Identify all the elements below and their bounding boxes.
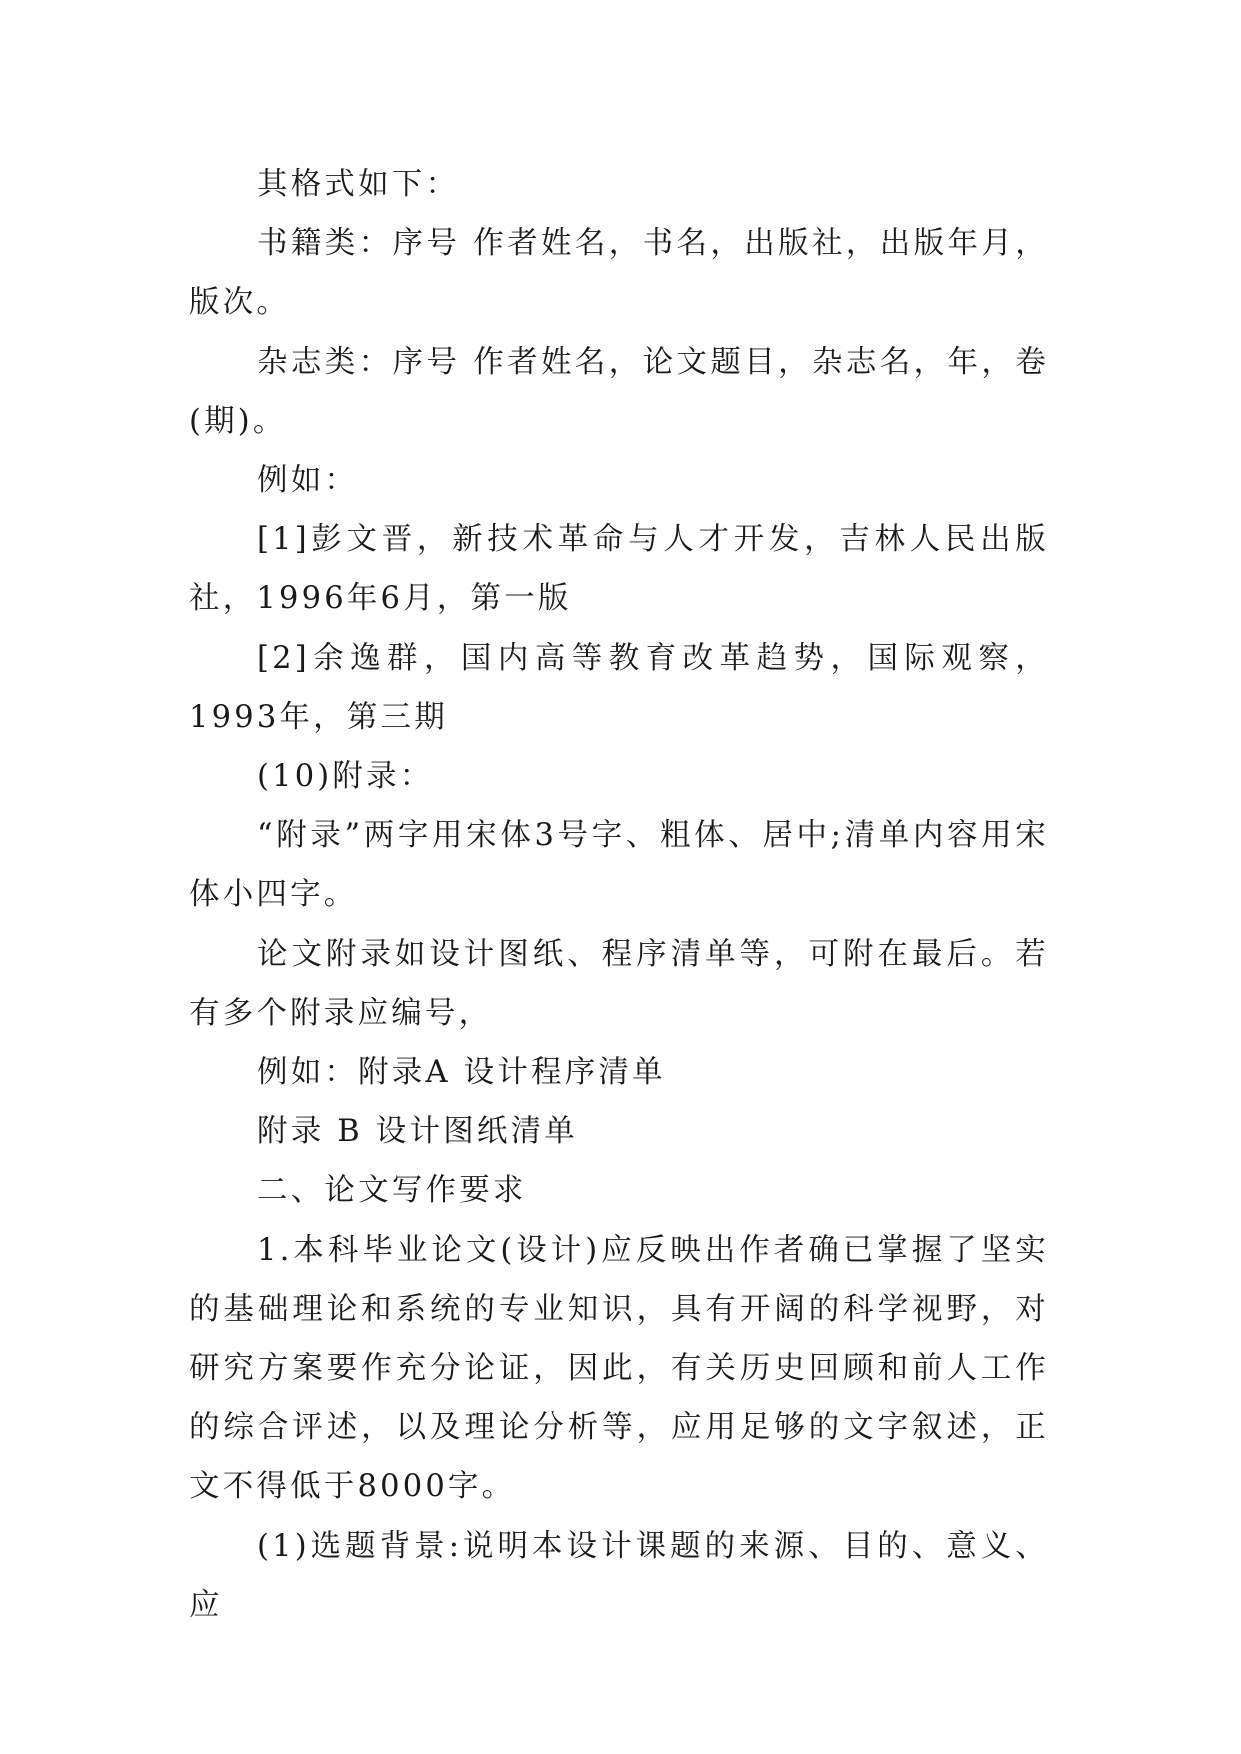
reference-1: [1]彭文晋，新技术革命与人才开发，吉林人民出版社，1996年6月，第一版 bbox=[189, 522, 1049, 617]
example-heading: 例如： bbox=[257, 463, 359, 499]
book-format: 书籍类：序号 作者姓名，书名，出版社，出版年月，版次。 bbox=[189, 226, 1049, 321]
appendix-font-rule: “附录”两字用宋体3号字、粗体、居中;清单内容用宋体小四字。 bbox=[189, 818, 1049, 913]
requirement-1: 1.本科毕业论文(设计)应反映出作者确已掌握了坚实的基础理论和系统的专业知识，具有开阔的科学视野，对研究方案要作充分论证，因此，有关历史回顾和前人工作的综合评述，以及理论分析等，应用足够的文字叙述，正文不得低于8000字。 bbox=[189, 1232, 1049, 1505]
document-body bbox=[189, 155, 1049, 1635]
appendix-heading: (10)附录： bbox=[257, 759, 434, 795]
appendix-example-b: 附录 B 设计图纸清单 bbox=[257, 1114, 579, 1150]
journal-format: 杂志类：序号 作者姓名，论文题目，杂志名，年，卷(期)。 bbox=[189, 344, 1049, 439]
topic-background: (1)选题背景:说明本设计课题的来源、目的、意义、应 bbox=[189, 1528, 1049, 1623]
format-intro: 其格式如下： bbox=[257, 167, 460, 202]
reference-2: [2]余逸群，国内高等教育改革趋势，国际观察，1993年，第三期 bbox=[189, 640, 1049, 735]
appendix-example-a: 例如：附录A 设计程序清单 bbox=[257, 1055, 666, 1091]
appendix-description: 论文附录如设计图纸、程序清单等，可附在最后。若有多个附录应编号， bbox=[189, 936, 1049, 1031]
section-heading: 二、论文写作要求 bbox=[257, 1173, 527, 1209]
